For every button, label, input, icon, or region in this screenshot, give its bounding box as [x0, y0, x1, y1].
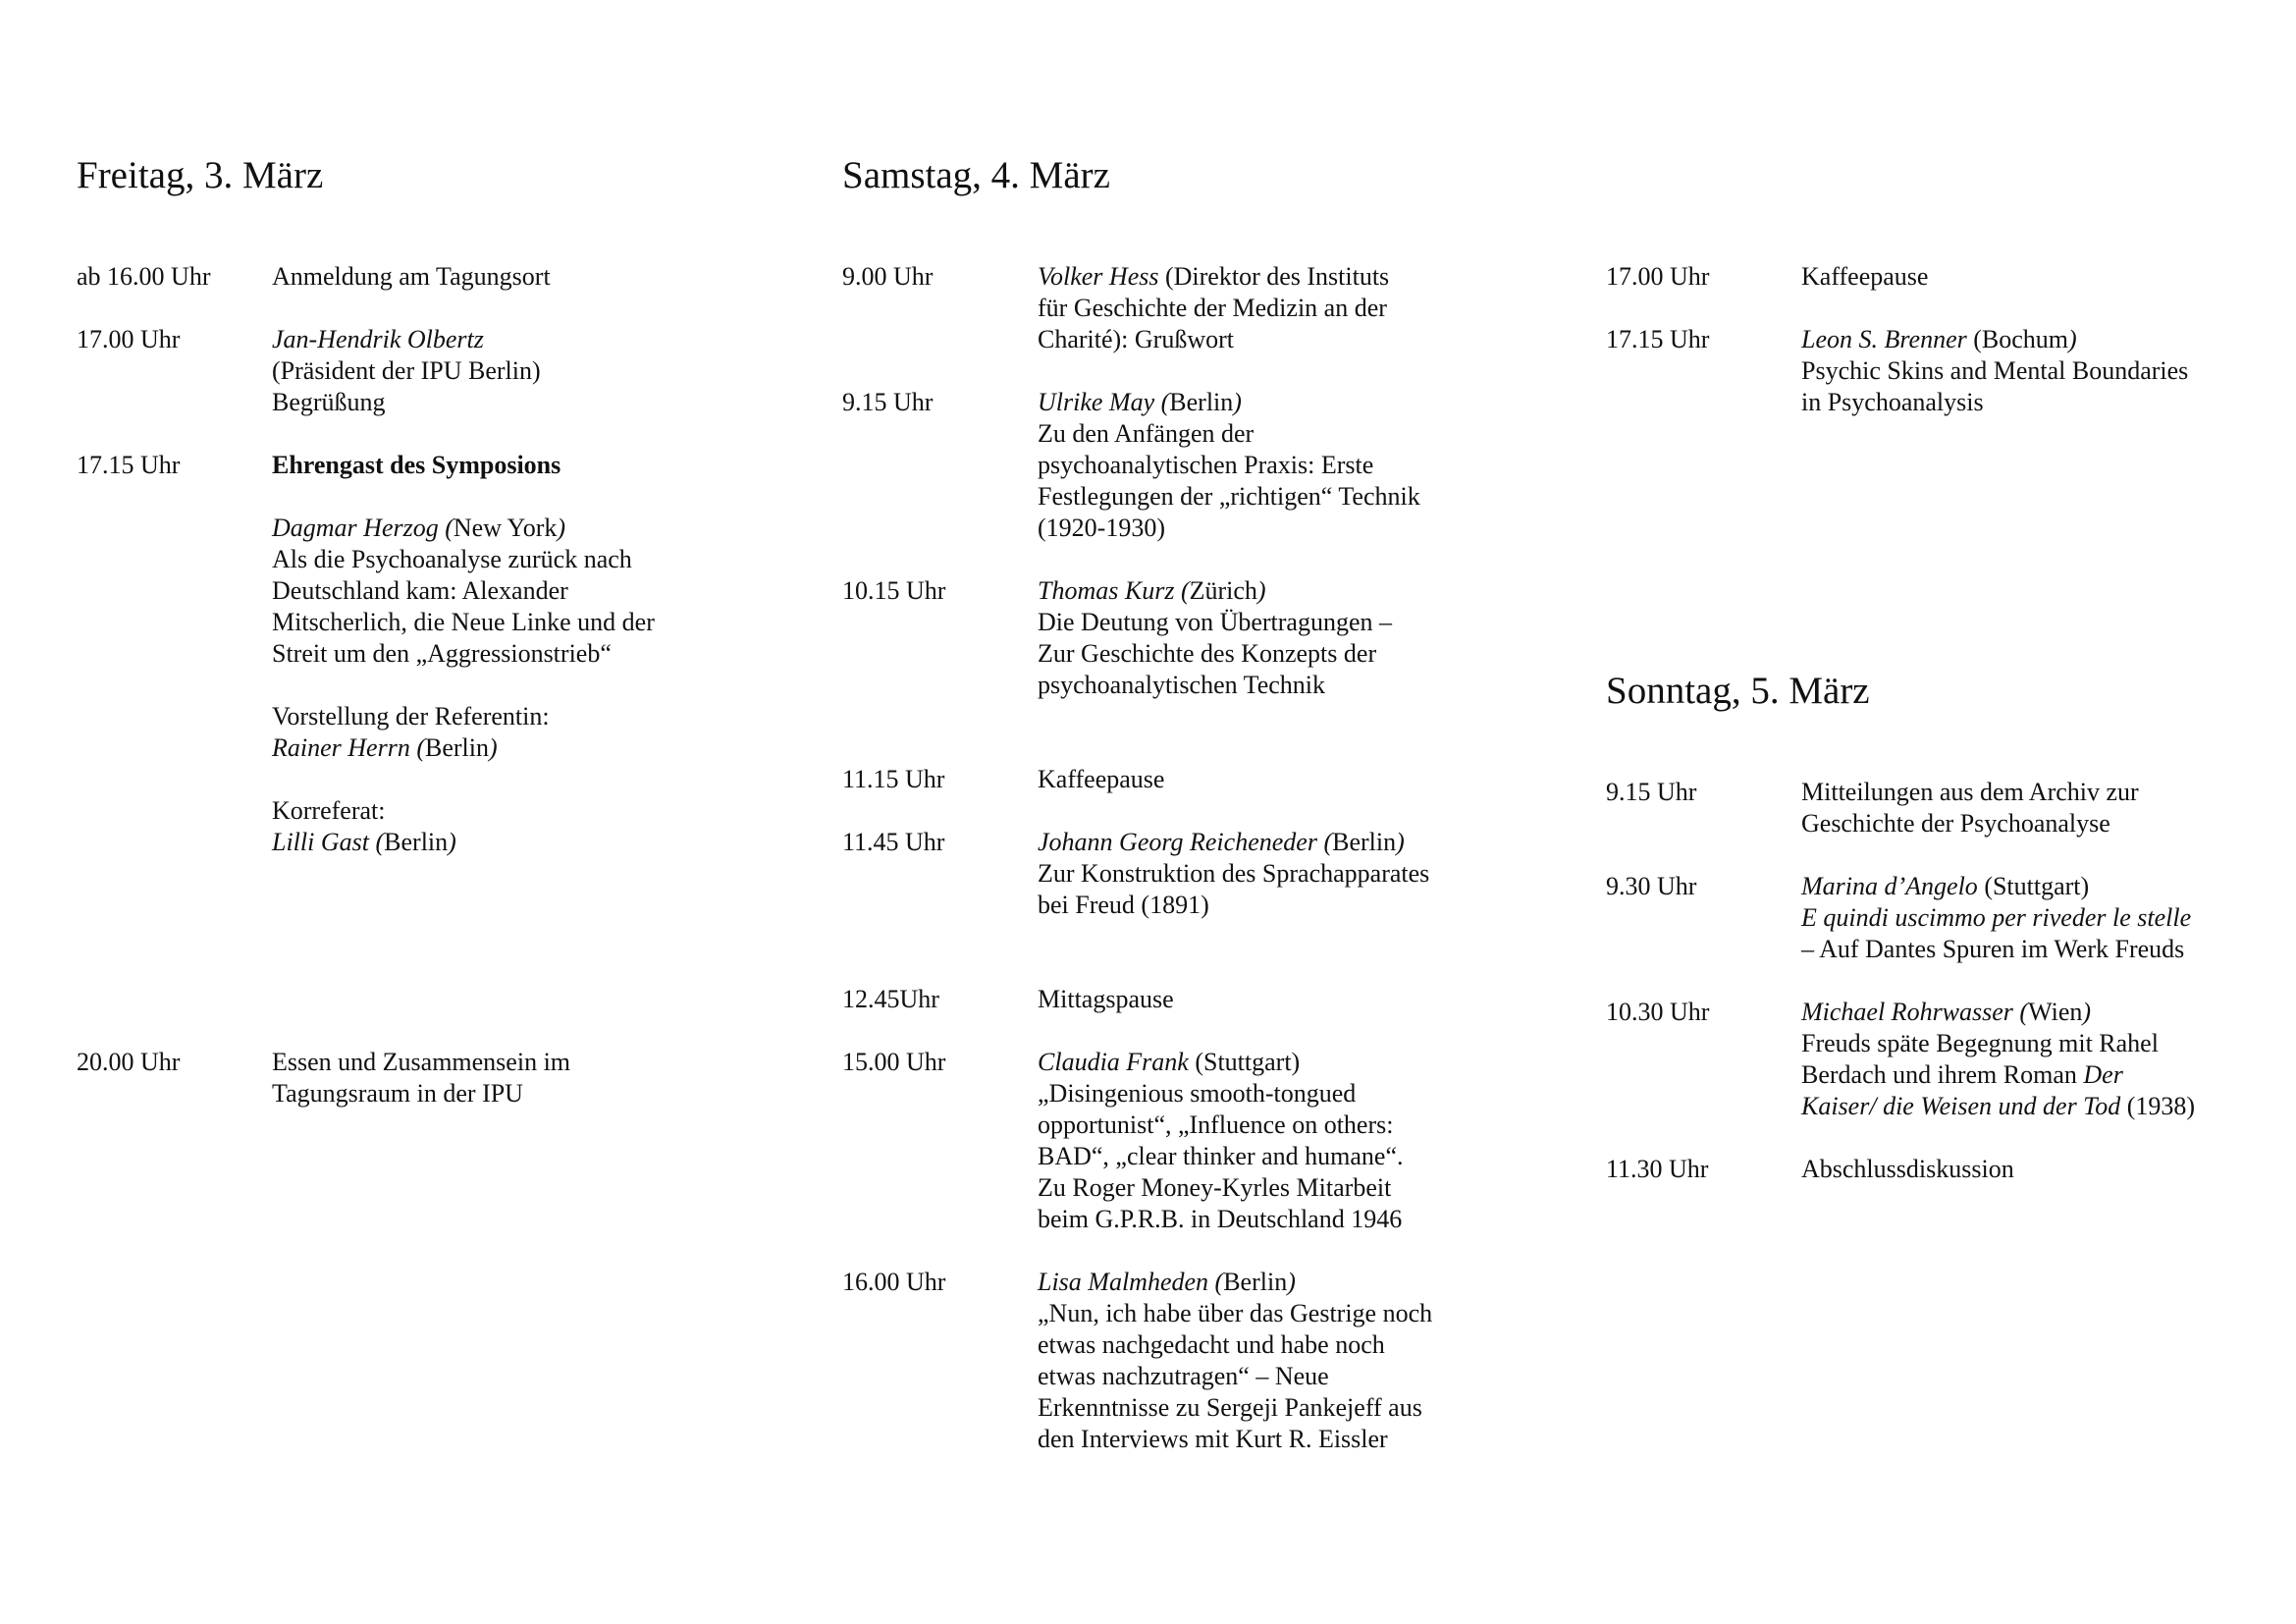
- talk-title-line: in Psychoanalysis: [1801, 388, 1984, 416]
- speaker-paren: ): [1287, 1268, 1296, 1296]
- talk-title-line: bei Freud (1891): [1038, 891, 1209, 919]
- speaker-paren: ): [489, 733, 498, 762]
- talk-title-line: etwas nachgedacht und habe noch: [1038, 1330, 1385, 1359]
- speaker-line: [1038, 1267, 1509, 1298]
- talk-title-line: Mitteilungen aus dem Archiv zur: [1801, 778, 2139, 806]
- talk-title-line: Festlegungen der „richtigen“ Technik: [1038, 482, 1420, 511]
- speaker-name: Marina d’Angelo: [1801, 872, 1978, 900]
- talk-title-part: Der: [2083, 1060, 2123, 1089]
- speaker-paren: (: [1208, 1268, 1224, 1296]
- talk-title-part: (1938): [2120, 1092, 2196, 1120]
- speaker-place: Wien: [2028, 998, 2083, 1026]
- talk-title-part: Berdach und ihrem Roman: [1801, 1060, 2084, 1089]
- speaker-line: [1038, 827, 1509, 858]
- speaker-paren: ): [1396, 828, 1405, 856]
- intro-label: Vorstellung der Referentin:: [272, 702, 550, 731]
- speaker-line: [1801, 871, 2272, 902]
- speaker-name: Johann Georg Reicheneder: [1038, 828, 1317, 856]
- talk-title-line: Zur Konstruktion des Sprachapparates: [1038, 859, 1430, 888]
- talk-title-line: opportunist“, „Influence on others:: [1038, 1110, 1394, 1139]
- speaker-paren: (: [2012, 998, 2029, 1026]
- talk-title-line: Mitscherlich, die Neue Linke und der: [272, 608, 655, 636]
- talk-title-line: Streit um den „Aggressionstrieb“: [272, 639, 612, 668]
- entry-time: 15.00 Uhr: [842, 1048, 946, 1076]
- speaker-name: Thomas Kurz: [1038, 576, 1175, 605]
- sunday-title: Sonntag, 5. März: [1606, 670, 1870, 712]
- entry-time: 16.00 Uhr: [842, 1268, 946, 1296]
- speaker-place: Zürich: [1189, 576, 1257, 605]
- speaker-name: Claudia Frank: [1038, 1048, 1189, 1076]
- speaker-place: (Bochum: [1966, 325, 2068, 353]
- entry-time: 10.15 Uhr: [842, 576, 946, 605]
- talk-title-line: Als die Psychoanalyse zurück nach: [272, 545, 632, 573]
- speaker-line: [1038, 575, 1509, 607]
- speaker-paren: (: [438, 514, 454, 542]
- talk-title-line: etwas nachzutragen“ – Neue: [1038, 1362, 1329, 1390]
- talk-title-line: Zur Geschichte des Konzepts der: [1038, 639, 1377, 668]
- talk-title-line: „Nun, ich habe über das Gestrige noch: [1038, 1299, 1433, 1327]
- entry-time: 9.00 Uhr: [842, 262, 934, 291]
- speaker-place: Berlin: [1223, 1268, 1288, 1296]
- speaker-place: Berlin: [425, 733, 489, 762]
- entry-text: Kaffeepause: [1038, 765, 1165, 793]
- entry-text: Kaffeepause: [1801, 262, 1929, 291]
- entry-text: für Geschichte der Medizin an der: [1038, 294, 1387, 322]
- entry-time: 20.00 Uhr: [77, 1048, 181, 1076]
- entry-time: 9.15 Uhr: [842, 388, 934, 416]
- talk-title-line: E quindi uscimmo per riveder le stelle: [1801, 903, 2192, 932]
- entry-text: Anmeldung am Tagungsort: [272, 262, 551, 291]
- speaker-name: Jan-Hendrik Olbertz: [272, 325, 484, 353]
- entry-time: 11.45 Uhr: [842, 828, 945, 856]
- entry-text: Essen und Zusammensein im: [272, 1048, 571, 1076]
- entry-text: Mittagspause: [1038, 985, 1174, 1013]
- speaker-name: Volker Hess: [1038, 262, 1159, 291]
- speaker-name: Lisa Malmheden: [1038, 1268, 1209, 1296]
- talk-title-line: den Interviews mit Kurt R. Eissler: [1038, 1425, 1388, 1453]
- speaker-paren: (: [1316, 828, 1333, 856]
- entry-time: 9.15 Uhr: [1606, 778, 1697, 806]
- speaker-place: (Stuttgart): [1188, 1048, 1301, 1076]
- speaker-paren: ): [2082, 998, 2092, 1026]
- entry-time: 11.30 Uhr: [1606, 1155, 1709, 1183]
- entry-text: Begrüßung: [272, 388, 386, 416]
- friday-title: Freitag, 3. März: [77, 154, 324, 196]
- corr-speaker-line: [272, 827, 743, 858]
- speaker-place: Berlin: [384, 828, 449, 856]
- speaker-paren: (: [1174, 576, 1190, 605]
- speaker-paren: ): [1233, 388, 1242, 416]
- talk-title-line: beim G.P.R.B. in Deutschland 1946: [1038, 1205, 1403, 1233]
- talk-title-line: – Auf Dantes Spuren im Werk Freuds: [1801, 935, 2185, 963]
- speaker-paren: (: [368, 828, 385, 856]
- speaker-place: Berlin: [1332, 828, 1397, 856]
- speaker-place: New York: [453, 514, 558, 542]
- talk-title-line: BAD“, „clear thinker and humane“.: [1038, 1142, 1404, 1170]
- entry-heading: Ehrengast des Symposions: [272, 451, 561, 479]
- talk-title-line: psychoanalytischen Praxis: Erste: [1038, 451, 1374, 479]
- speaker-name: Lilli Gast: [272, 828, 369, 856]
- speaker-paren: ): [2068, 325, 2077, 353]
- speaker-line: [1038, 261, 1509, 293]
- speaker-line: [1801, 997, 2272, 1028]
- speaker-paren: (: [1154, 388, 1170, 416]
- talk-title-line: „Disingenious smooth-tongued: [1038, 1079, 1357, 1108]
- talk-title-line: Die Deutung von Übertragungen –: [1038, 608, 1393, 636]
- entry-time: 17.15 Uhr: [77, 451, 181, 479]
- speaker-line: [1038, 1047, 1509, 1078]
- entry-time: 17.00 Uhr: [77, 325, 181, 353]
- intro-speaker-line: [272, 732, 743, 764]
- talk-title-line: Zu den Anfängen der: [1038, 419, 1255, 448]
- speaker-paren: ): [557, 514, 566, 542]
- entry-time: 12.45Uhr: [842, 985, 939, 1013]
- talk-title-line: [1801, 1091, 2272, 1122]
- speaker-place: Berlin: [1169, 388, 1234, 416]
- speaker-paren: ): [1256, 576, 1266, 605]
- speaker-line: [1038, 387, 1509, 418]
- talk-title-line: Freuds späte Begegnung mit Rahel: [1801, 1029, 2159, 1057]
- talk-title-line: Geschichte der Psychoanalyse: [1801, 809, 2110, 838]
- talk-title-part: Kaiser/ die Weisen und der Tod: [1801, 1092, 2121, 1120]
- entry-time: 17.00 Uhr: [1606, 262, 1710, 291]
- corr-label: Korreferat:: [272, 796, 386, 825]
- speaker-line: [272, 513, 743, 544]
- entry-text: Charité): Grußwort: [1038, 325, 1235, 353]
- talk-title-line: psychoanalytischen Technik: [1038, 671, 1326, 699]
- entry-time: ab 16.00 Uhr: [77, 262, 211, 291]
- speaker-paren: (: [409, 733, 425, 762]
- speaker-place: (Stuttgart): [1977, 872, 2090, 900]
- talk-title-line: Deutschland kam: Alexander: [272, 576, 568, 605]
- entry-time: 10.30 Uhr: [1606, 998, 1710, 1026]
- entry-time: 11.15 Uhr: [842, 765, 945, 793]
- speaker-role: (Direktor des Instituts: [1158, 262, 1390, 291]
- speaker-role: (Präsident der IPU Berlin): [272, 356, 541, 385]
- talk-title-line: Psychic Skins and Mental Boundaries: [1801, 356, 2189, 385]
- speaker-line: [1801, 324, 2272, 355]
- entry-text: Abschlussdiskussion: [1801, 1155, 2014, 1183]
- talk-title-line: (1920-1930): [1038, 514, 1165, 542]
- speaker-name: Michael Rohrwasser: [1801, 998, 2013, 1026]
- talk-title-line: Zu Roger Money-Kyrles Mitarbeit: [1038, 1173, 1392, 1202]
- speaker-name: Leon S. Brenner: [1801, 325, 1967, 353]
- speaker-name: Ulrike May: [1038, 388, 1155, 416]
- entry-time: 9.30 Uhr: [1606, 872, 1697, 900]
- speaker-name: Rainer Herrn: [272, 733, 410, 762]
- saturday-title: Samstag, 4. März: [842, 154, 1110, 196]
- speaker-paren: ): [448, 828, 456, 856]
- speaker-name: Dagmar Herzog: [272, 514, 439, 542]
- talk-title-line: Erkenntnisse zu Sergeji Pankejeff aus: [1038, 1393, 1422, 1422]
- entry-text: Tagungsraum in der IPU: [272, 1079, 523, 1108]
- entry-time: 17.15 Uhr: [1606, 325, 1710, 353]
- talk-title-line: [1801, 1059, 2272, 1091]
